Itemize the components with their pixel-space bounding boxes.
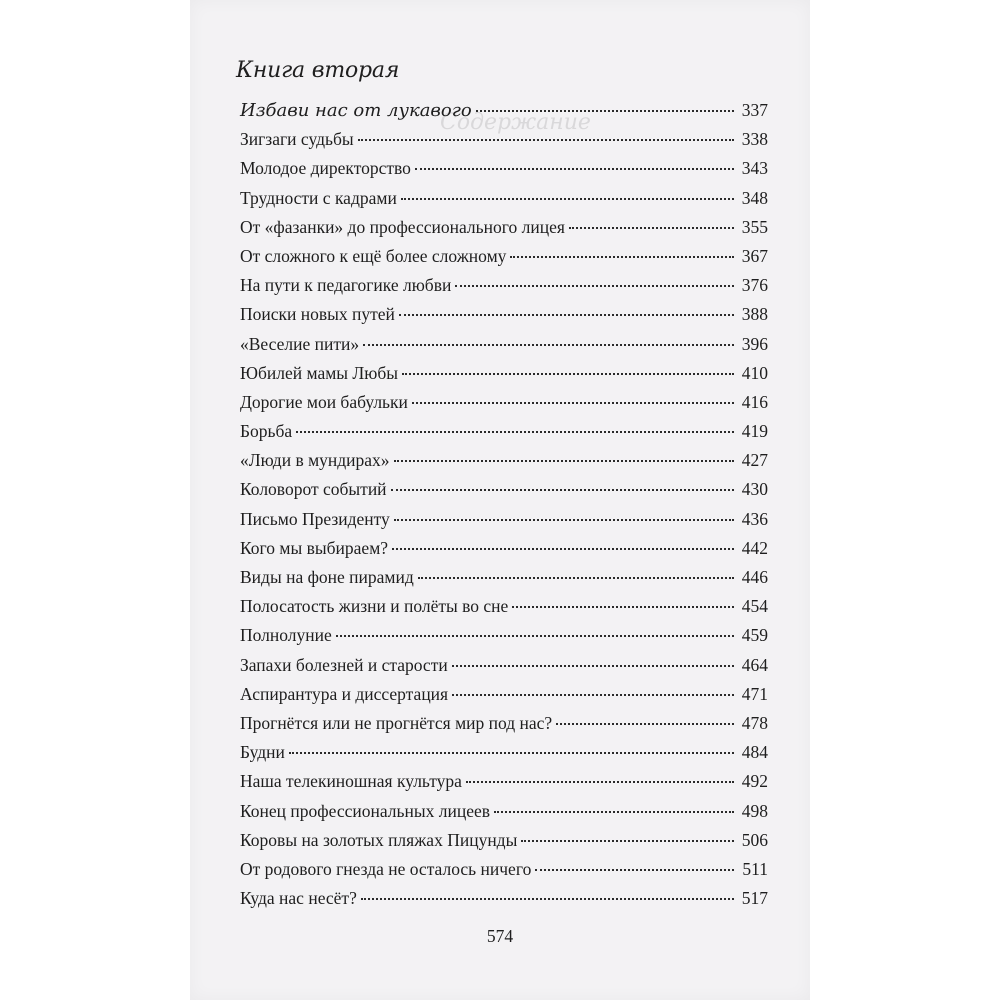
toc-entry-page: 416: [741, 391, 768, 412]
dot-leader: [452, 694, 734, 696]
toc-entry-page: 343: [741, 158, 768, 179]
toc-entry-title: Поиски новых путей: [240, 304, 395, 325]
dot-leader: [415, 168, 734, 170]
toc-entry: [240, 334, 768, 363]
toc-entry-title: Борьба: [240, 421, 293, 442]
toc-entry-page: 459: [741, 625, 768, 646]
toc-entry-page: 367: [741, 245, 768, 266]
page-number: 574: [486, 926, 514, 946]
toc-entry: [240, 450, 768, 479]
dot-leader: [452, 665, 734, 667]
toc-entry-title: Зигзаги судьбы: [240, 129, 354, 150]
dot-leader: [412, 402, 734, 404]
toc-entry: [240, 129, 768, 158]
toc-entry-page: 511: [742, 858, 768, 879]
toc-entry-title: Дорогие мои бабульки: [240, 391, 408, 412]
toc-entry-page: 492: [741, 771, 768, 792]
toc-entry-page: 506: [741, 829, 768, 850]
dot-leader: [392, 548, 734, 550]
toc-entry-page: 484: [741, 742, 768, 763]
dot-leader: [296, 431, 734, 433]
toc-entry-title: Полосатость жизни и полёты во сне: [240, 596, 509, 617]
toc-entry: [240, 479, 768, 508]
toc-entry-title: От сложного к ещё более сложному: [240, 245, 507, 266]
toc-entry-page: 436: [741, 508, 768, 529]
toc-entry-title: Запахи болезней и старости: [240, 654, 448, 675]
book-part-heading: Книга вторая: [236, 58, 400, 83]
toc-entry-title: Письмо Президенту: [240, 508, 390, 529]
toc-entry-title: Кого мы выбираем?: [240, 537, 389, 558]
toc-entry: [240, 158, 768, 187]
dot-leader: [394, 519, 734, 521]
toc-entry-title: Конец профессиональных лицеев: [240, 800, 490, 821]
toc-entry: [240, 538, 768, 567]
dot-leader: [399, 314, 734, 316]
toc-entry: [240, 771, 768, 800]
toc-entry-page: 442: [741, 537, 768, 558]
toc-entry-title: Виды на фоне пирамид: [240, 567, 414, 587]
toc-entry-page: 517: [741, 888, 768, 909]
toc-entry-page: 376: [741, 275, 768, 296]
toc-entry-title: От «фазанки» до профессионального лицея: [240, 216, 565, 237]
toc-entry: [240, 742, 768, 771]
dot-leader: [418, 577, 734, 579]
toc-entry-page: 498: [741, 800, 768, 821]
dot-leader: [394, 460, 734, 462]
toc-entry-page: 388: [741, 304, 768, 325]
toc-entry-title: Полнолуние: [240, 625, 332, 646]
dot-leader: [455, 285, 734, 287]
toc-entry-page: 410: [741, 362, 768, 383]
toc-entry-title: Куда нас несёт?: [240, 888, 357, 909]
toc-entry: [240, 188, 768, 217]
dot-leader: [361, 898, 734, 900]
toc-entry-page: 454: [741, 596, 768, 617]
toc-entry-title: На пути к педагогике любви: [240, 275, 452, 296]
dot-leader: [535, 869, 734, 871]
toc-entry-title: Избави нас от лукавого: [240, 100, 472, 121]
bleed-through-heading: Содержание: [440, 110, 591, 135]
toc-entry: [240, 888, 768, 917]
dot-leader: [402, 373, 734, 375]
toc-entry-title: Будни: [240, 742, 285, 763]
dot-leader: [521, 840, 734, 842]
toc-entry: [240, 567, 768, 596]
toc-entry: [240, 275, 768, 304]
toc-entry-title: Коловорот событий: [240, 479, 387, 500]
dot-leader: [569, 227, 734, 229]
dot-leader: [476, 110, 734, 112]
toc-entry-title: От родового гнезда не осталось ничего: [240, 858, 532, 879]
toc-entry: [240, 655, 768, 684]
toc-entry: [240, 713, 768, 742]
toc-entry-title: Трудности с кадрами: [240, 187, 397, 208]
toc-entry-title: «Веселие пити»: [240, 333, 360, 354]
toc-entry-title: Коровы на золотых пляжах Пицунды: [240, 829, 518, 850]
dot-leader: [289, 752, 734, 754]
dot-leader: [556, 723, 734, 725]
dot-leader: [510, 256, 734, 258]
toc-entry-page: 427: [741, 450, 768, 471]
toc-entry-title: Аспирантура и диссертация: [240, 683, 449, 704]
toc-entry: [240, 509, 768, 538]
dot-leader: [401, 198, 734, 200]
toc-entry-page: 396: [741, 333, 768, 354]
toc-entry-page: 430: [741, 479, 768, 500]
toc-entry: [240, 801, 768, 830]
toc-entry: [240, 421, 768, 450]
toc-entry-title: «Люди в мундирах»: [240, 450, 390, 471]
dot-leader: [512, 606, 734, 608]
toc-entry: [240, 363, 768, 392]
toc-entry: [240, 217, 768, 246]
toc-entry: [240, 304, 768, 333]
toc-entry-page: 338: [741, 129, 768, 150]
table-of-contents: [240, 100, 768, 917]
dot-leader: [466, 781, 734, 783]
toc-entry: [240, 625, 768, 654]
toc-entry: [240, 246, 768, 275]
toc-entry: [240, 392, 768, 421]
toc-entry-page: 471: [741, 683, 768, 704]
toc-entry-page: 446: [741, 567, 768, 587]
toc-entry: [240, 830, 768, 859]
toc-entry-title: Юбилей мамы Любы: [240, 362, 399, 383]
dot-leader: [391, 489, 734, 491]
dot-leader: [363, 344, 734, 346]
toc-entry-page: 348: [741, 187, 768, 208]
toc-entry-title: Прогнётся или не прогнётся мир под нас?: [240, 712, 553, 733]
toc-entry-page: 478: [741, 712, 768, 733]
dot-leader: [336, 635, 734, 637]
toc-entry-page: 337: [741, 100, 768, 120]
toc-entry-title: Наша телекиношная культура: [240, 771, 462, 792]
toc-entry-page: 355: [741, 216, 768, 237]
toc-entry-page: 464: [741, 654, 768, 675]
toc-entry-page: 419: [741, 421, 768, 442]
toc-entry: [240, 100, 768, 129]
dot-leader: [494, 811, 734, 813]
toc-entry: [240, 596, 768, 625]
toc-entry: [240, 859, 768, 888]
dot-leader: [358, 139, 734, 141]
toc-entry-title: Молодое директорство: [240, 158, 411, 179]
toc-entry: [240, 684, 768, 713]
